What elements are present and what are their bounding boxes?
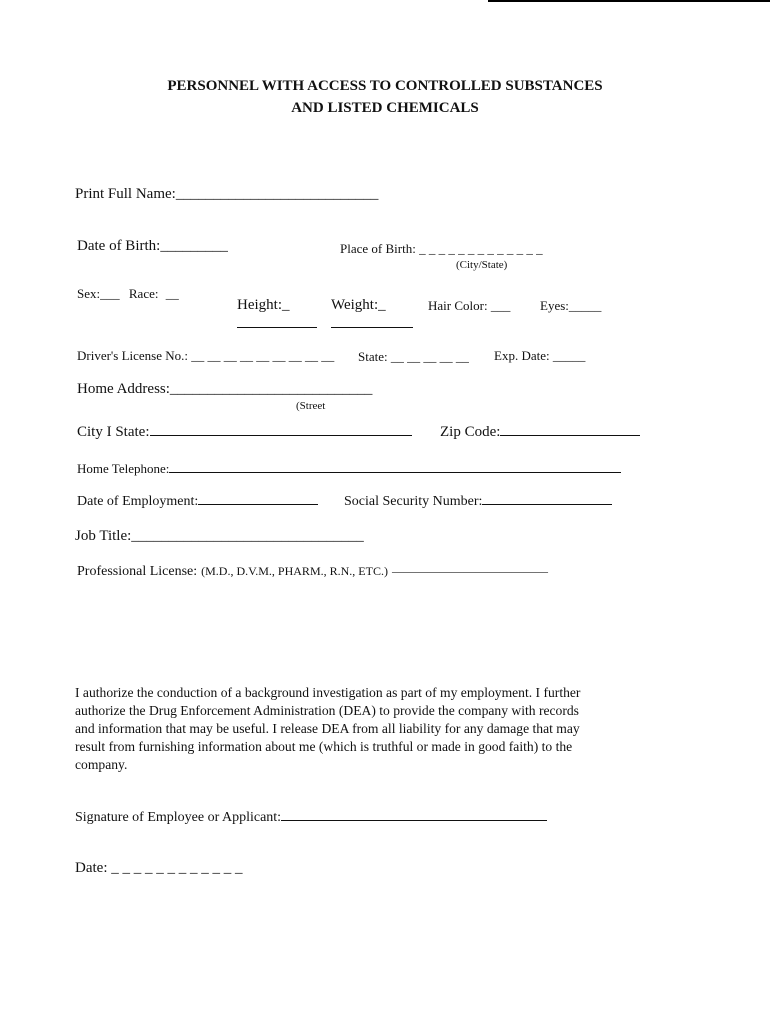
drivers-license-row bbox=[77, 348, 334, 364]
home-address-field[interactable]: ___________________________ bbox=[169, 381, 373, 397]
ssn-row bbox=[344, 494, 612, 510]
exp-date-row bbox=[494, 348, 585, 364]
race-field[interactable]: __ bbox=[165, 286, 179, 301]
sex-race-row bbox=[77, 286, 179, 302]
eyes-field[interactable]: _____ bbox=[568, 298, 602, 313]
signature-field[interactable] bbox=[281, 820, 547, 821]
hair-color-label: Hair Color: bbox=[428, 298, 488, 313]
state-label: State: bbox=[358, 349, 388, 364]
eyes-label: Eyes: bbox=[540, 298, 569, 313]
height-label: Height: bbox=[237, 297, 282, 313]
sex-field[interactable]: ___ bbox=[100, 286, 120, 301]
zip-code-label: Zip Code: bbox=[440, 424, 501, 440]
signature-label: Signature of Employee or Applicant: bbox=[75, 810, 282, 825]
home-address-label: Home Address: bbox=[77, 381, 170, 397]
authorization-line: authorize the Drug Enforcement Administration (DEA) to provide the company with records bbox=[75, 703, 579, 718]
professional-license-row bbox=[77, 562, 548, 580]
employment-date-label: Date of Employment: bbox=[77, 494, 199, 509]
exp-date-field[interactable]: _____ bbox=[552, 348, 586, 363]
home-telephone-field[interactable] bbox=[169, 472, 621, 473]
date-row bbox=[75, 860, 242, 877]
drivers-license-label: Driver's License No.: bbox=[77, 348, 189, 363]
race-label: Race: bbox=[128, 286, 159, 301]
city-state-label: City I State: bbox=[77, 424, 150, 440]
full-name-field[interactable]: ___________________________ bbox=[175, 186, 379, 202]
top-border-line bbox=[488, 0, 770, 2]
authorization-line: I authorize the conduction of a background investigation as part of my employment. I further bbox=[75, 685, 581, 700]
authorization-line: and information that may be useful. I release DEA from all liability for any damage that may bbox=[75, 721, 580, 736]
place-of-birth-row bbox=[340, 241, 543, 257]
hair-color-row bbox=[428, 298, 510, 314]
authorization-line: company. bbox=[75, 757, 128, 772]
state-row bbox=[358, 349, 469, 365]
hair-color-field[interactable]: ___ bbox=[490, 298, 511, 313]
weight-underline[interactable] bbox=[331, 327, 413, 328]
job-title-field[interactable]: _______________________________ bbox=[131, 528, 364, 544]
full-name-row bbox=[75, 186, 378, 203]
professional-license-field[interactable]: ————————————— bbox=[391, 564, 548, 578]
eyes-row bbox=[540, 298, 601, 314]
weight-field[interactable]: _ bbox=[378, 297, 386, 313]
height-underline[interactable] bbox=[237, 327, 317, 328]
drivers-license-field[interactable]: __ __ __ __ __ __ __ __ __ bbox=[191, 348, 335, 363]
date-label: Date: bbox=[75, 860, 108, 876]
ssn-label: Social Security Number: bbox=[344, 494, 483, 509]
authorization-line: result from furnishing information about me (which is truthful or made in good faith) to the bbox=[75, 739, 573, 754]
form-title-line-1: PERSONNEL WITH ACCESS TO CONTROLLED SUBSTANCES bbox=[167, 78, 603, 94]
dob-field[interactable]: _________ bbox=[160, 238, 228, 254]
place-of-birth-field[interactable]: _ _ _ _ _ _ _ _ _ _ _ _ _ bbox=[419, 241, 543, 256]
city-state-row bbox=[77, 424, 412, 441]
dob-row bbox=[77, 238, 228, 255]
place-of-birth-hint: (City/State) bbox=[456, 259, 508, 271]
state-field[interactable]: __ __ __ __ __ bbox=[390, 349, 469, 364]
home-telephone-label: Home Telephone: bbox=[77, 461, 170, 476]
place-of-birth-label: Place of Birth: bbox=[340, 241, 416, 256]
professional-license-hint: (M.D., D.V.M., PHARM., R.N., ETC.) bbox=[201, 564, 388, 578]
home-address-hint: (Street bbox=[296, 400, 326, 412]
ssn-field[interactable] bbox=[482, 504, 612, 505]
employment-date-row bbox=[77, 494, 318, 510]
height-row bbox=[237, 297, 290, 314]
exp-date-label: Exp. Date: bbox=[494, 348, 550, 363]
date-field[interactable]: _ _ _ _ _ _ _ _ _ _ _ _ bbox=[111, 860, 243, 876]
zip-code-row bbox=[440, 424, 640, 441]
home-telephone-row bbox=[77, 461, 621, 477]
authorization-paragraph bbox=[75, 684, 675, 774]
sex-label: Sex: bbox=[77, 286, 101, 301]
signature-row bbox=[75, 810, 547, 826]
employment-date-field[interactable] bbox=[198, 504, 318, 505]
weight-row bbox=[331, 297, 386, 314]
form-title-line-2: AND LISTED CHEMICALS bbox=[291, 100, 479, 116]
job-title-row bbox=[75, 528, 364, 545]
professional-license-label: Professional License: bbox=[77, 564, 198, 579]
zip-code-field[interactable] bbox=[500, 435, 640, 436]
city-state-field[interactable] bbox=[150, 435, 412, 436]
job-title-label: Job Title: bbox=[75, 528, 132, 544]
dob-label: Date of Birth: bbox=[77, 238, 161, 254]
home-address-row bbox=[77, 381, 372, 398]
full-name-label: Print Full Name: bbox=[75, 186, 176, 202]
height-field[interactable]: _ bbox=[282, 297, 290, 313]
weight-label: Weight: bbox=[331, 297, 379, 313]
